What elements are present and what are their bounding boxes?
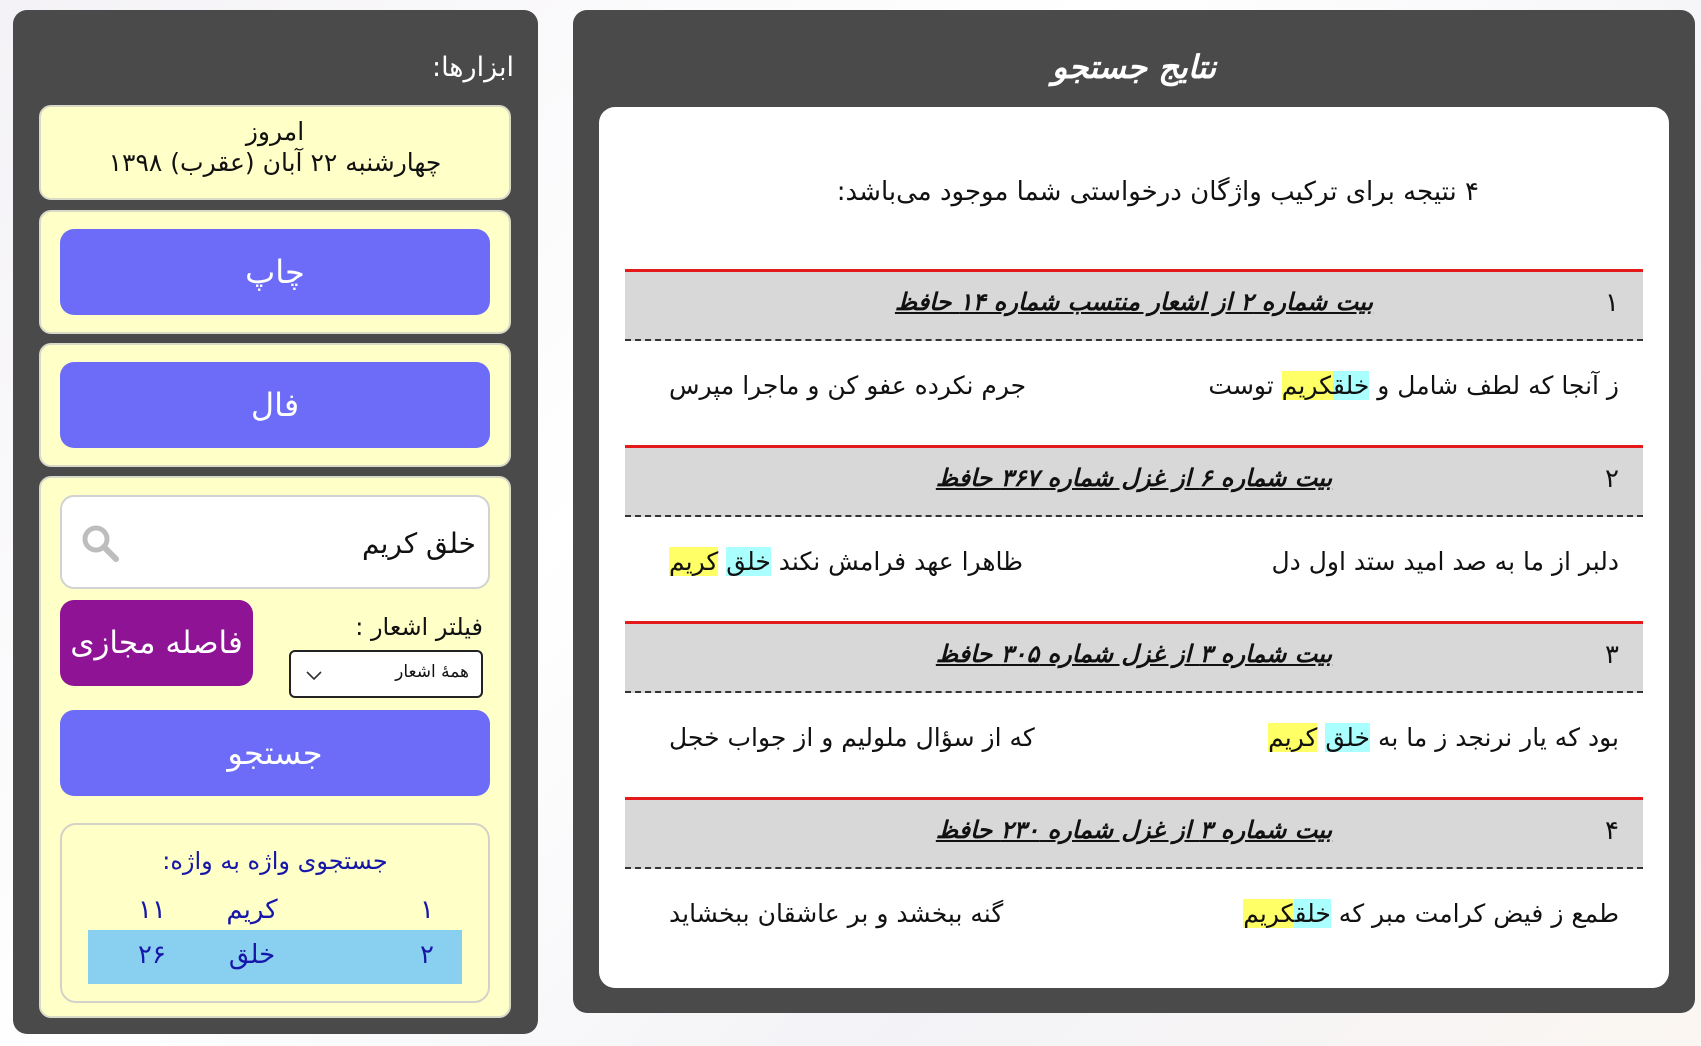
word-row-word: خلق [228,940,276,970]
search-icon[interactable] [80,523,120,563]
filter-label: فیلتر اشعار : [355,613,483,641]
word-row-count: ۲۶ [138,940,166,970]
word-row-index: ۲ [420,940,434,970]
result-header [625,797,1643,869]
result-title-link[interactable]: بیت شماره ۶ از غزل شماره ۳۶۷ حافظ [935,464,1333,492]
result-verse [625,517,1643,621]
result-header [625,445,1643,517]
verse-text: ز آنجا که لطف شامل و [1369,371,1619,400]
highlighted-word: کریم [1268,723,1318,752]
date-label: امروز [245,117,305,146]
results-panel [573,10,1695,1013]
word-row[interactable] [88,930,462,984]
filter-select[interactable] [289,650,483,698]
result-entry [625,445,1643,621]
verse-second-half: که از سؤال ملولیم و از جواب خجل [669,723,1035,752]
print-card [39,210,511,334]
highlighted-word: کریم [1243,899,1295,928]
result-verse [625,869,1643,973]
highlighted-word: کریم [1281,371,1333,400]
result-number: ۳ [1605,640,1619,670]
result-number: ۲ [1605,464,1619,494]
word-row-index: ۱ [420,895,434,925]
verse-text: طمع ز فیض کرامت مبر که [1330,899,1619,928]
result-header [625,269,1643,341]
virtual-distance-button[interactable]: فاصله مجازی [60,600,253,686]
fal-card [39,343,511,467]
results-title: نتایج جستجو [1051,48,1217,86]
search-input[interactable] [132,519,478,567]
results-card [599,107,1669,988]
result-number: ۴ [1605,816,1619,846]
filter-select-value: همهٔ اشعار [395,662,469,682]
highlighted-word: خلق [1332,371,1370,400]
result-header [625,621,1643,693]
result-number: ۱ [1605,288,1619,318]
highlighted-word: کریم [669,547,719,576]
fal-button[interactable]: فال [60,362,490,448]
search-card [39,476,511,1018]
highlighted-word: خلق [1294,899,1331,928]
search-box [60,495,490,589]
result-title-link[interactable]: بیت شماره ۳ از غزل شماره ۲۳۰ حافظ [935,816,1333,844]
highlighted-word: خلق [726,547,771,576]
search-button[interactable]: جستجو [60,710,490,796]
date-card [39,105,511,200]
chevron-down-icon [305,666,323,684]
verse-text: توست [1208,371,1282,400]
print-button[interactable]: چاپ [60,229,490,315]
result-title-link[interactable]: بیت شماره ۲ از اشعار منتسب شماره ۱۴ حافظ [894,288,1374,316]
tools-panel [13,10,538,1034]
verse-second-half: گنه ببخشد و بر عاشقان ببخشاید [669,899,1004,928]
verse-first-half [1208,371,1619,400]
verse-first-half [1268,723,1619,752]
verse-second-half [669,547,1023,576]
verse-first-half: دلبر از ما به صد امید ستد اول دل [1271,547,1619,576]
word-row-count: ۱۱ [138,895,166,925]
result-verse [625,341,1643,445]
verse-second-half: جرم نکرده عفو کن و ماجرا مپرس [669,371,1027,400]
word-by-word-title: جستجوی واژه به واژه: [162,847,388,875]
result-verse [625,693,1643,797]
highlighted-word: خلق [1325,723,1370,752]
result-entry [625,621,1643,797]
result-entry [625,269,1643,445]
verse-first-half [1243,899,1619,928]
word-by-word-box [60,823,490,1003]
results-summary: ۴ نتیجه برای ترکیب واژگان درخواستی شما موجود می‌باشد: [836,177,1479,207]
result-entry [625,797,1643,973]
date-value: چهارشنبه ۲۲ آبان (عقرب) ۱۳۹۸ [108,148,442,177]
tools-title: ابزارها: [431,52,514,83]
verse-text: ظاهرا عهد فرامش نکند [770,547,1024,576]
word-row-word: کریم [226,895,278,925]
verse-text: بود که یار نرنجد ز ما به [1370,723,1619,752]
result-title-link[interactable]: بیت شماره ۳ از غزل شماره ۳۰۵ حافظ [935,640,1333,668]
